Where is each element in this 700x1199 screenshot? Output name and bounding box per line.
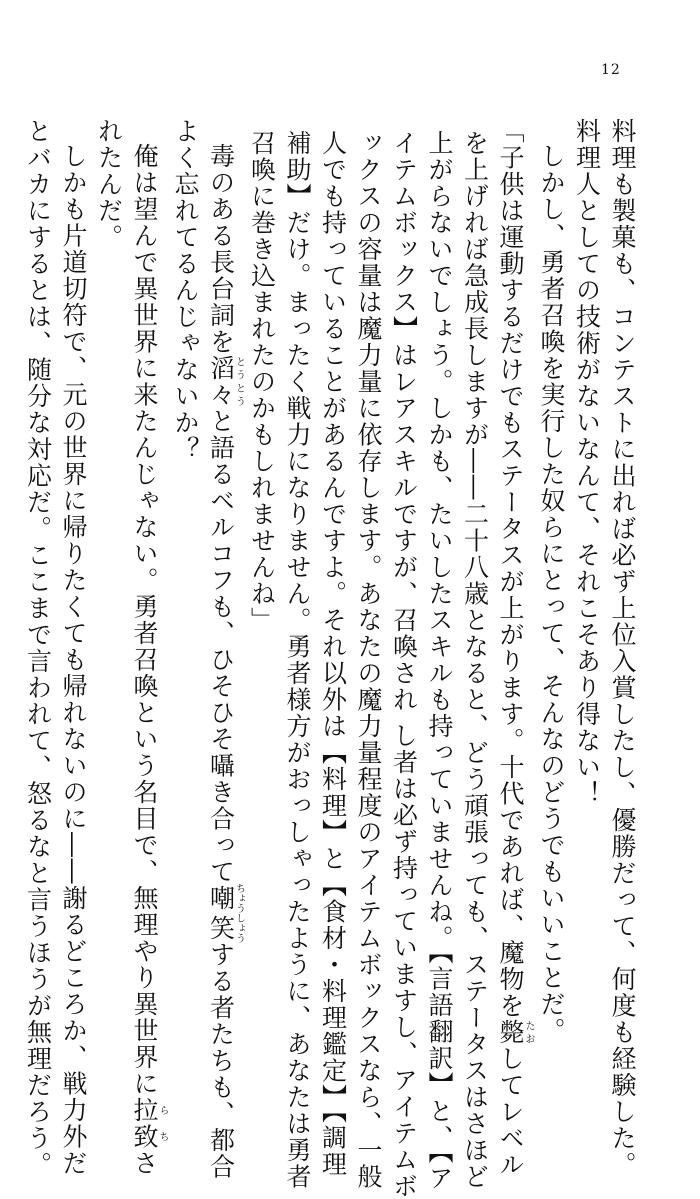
- text-line: 補助】だけ。まったく戦力になりません。勇者様方がおっしゃったように、あなたは勇者: [283, 130, 312, 1190]
- text-line: 召喚に巻き込まれたのかもしれませんね」: [247, 130, 277, 634]
- novel-text-block: [23, 118, 640, 1199]
- ruby-base: 斃: [496, 1019, 525, 1046]
- ruby-word: [496, 1019, 534, 1046]
- ruby-base: 拉致: [130, 1097, 159, 1150]
- text-line: を上げれば急成長しますが――二十八歳となると、どう頑張っても、ステータスはさほど: [460, 130, 490, 1190]
- ruby-reading: とうとう: [233, 355, 245, 408]
- ruby-word: [206, 883, 245, 944]
- ruby-word: [206, 355, 245, 408]
- text-segment: 俺は望んで異世界に来たんじゃない。勇者召喚という名目で、無理やり異世界に: [130, 143, 159, 1097]
- text-line: 人でも持っていることがあるんですよ。それ以外は【料理】と【食材・料理鑑定】【調理: [318, 130, 348, 1178]
- text-segment: してレベル: [496, 1045, 525, 1178]
- ruby-base: 嘲笑: [206, 883, 236, 944]
- text-line: れたんだ。: [94, 118, 124, 251]
- text-line: とバカにするとは、随分な対応だ。ここまで言われて、怒るなと言うほうが無理だろう。: [23, 118, 53, 1178]
- text-line: [493, 118, 534, 1178]
- text-segment: さ: [130, 1150, 159, 1177]
- page-number: 12: [601, 62, 621, 78]
- text-line: 料理も製菓も、コンテストに出れば必ず上位入賞したし、優勝だって、何度も経験した。: [608, 118, 637, 1178]
- ruby-reading: らち: [157, 1097, 168, 1150]
- text-line: ックスの容量は魔力量に依存します。あなたの魔力量程度のアイテムボックスなら、一般: [354, 130, 383, 1190]
- text-segment: と語るベルコフも、ひそひそ囁き合って: [206, 408, 236, 885]
- ruby-reading: たお: [523, 1019, 534, 1046]
- text-line: [127, 118, 168, 1177]
- text-segment: 毒のある長台詞を: [206, 143, 236, 355]
- text-line: 料理人としての技術がないなんて、それこそあり得ない！: [572, 118, 602, 807]
- text-line: よく忘れてるんじゃないか？: [171, 118, 200, 463]
- ruby-reading: ちょうしょう: [233, 883, 245, 944]
- text-line: [203, 118, 245, 1180]
- text-line: 上がらないでしょう。しかも、たいしたスキルも持っていませんね。【言語翻訳】と、【ア: [425, 130, 454, 1192]
- text-segment: する者たちも、都合: [206, 941, 236, 1180]
- text-line: しかし、勇者召喚を実行した奴らにとって、そんなのどうでもいいことだ。: [537, 143, 566, 1044]
- text-line: イテムボックス】はレアスキルですが、召喚され し者は必ず持っていますし、アイテムボ: [389, 130, 419, 1199]
- ruby-base: 滔々: [206, 355, 236, 408]
- text-line: しかも片道切符で、元の世界に帰りたくても帰れないのに――謝るどころか、戦力外だ: [59, 143, 88, 1177]
- text-segment: 「子供は運動するだけでもステータスが上がります。十代であれば、魔物を: [496, 118, 525, 1019]
- ruby-word: [130, 1097, 168, 1150]
